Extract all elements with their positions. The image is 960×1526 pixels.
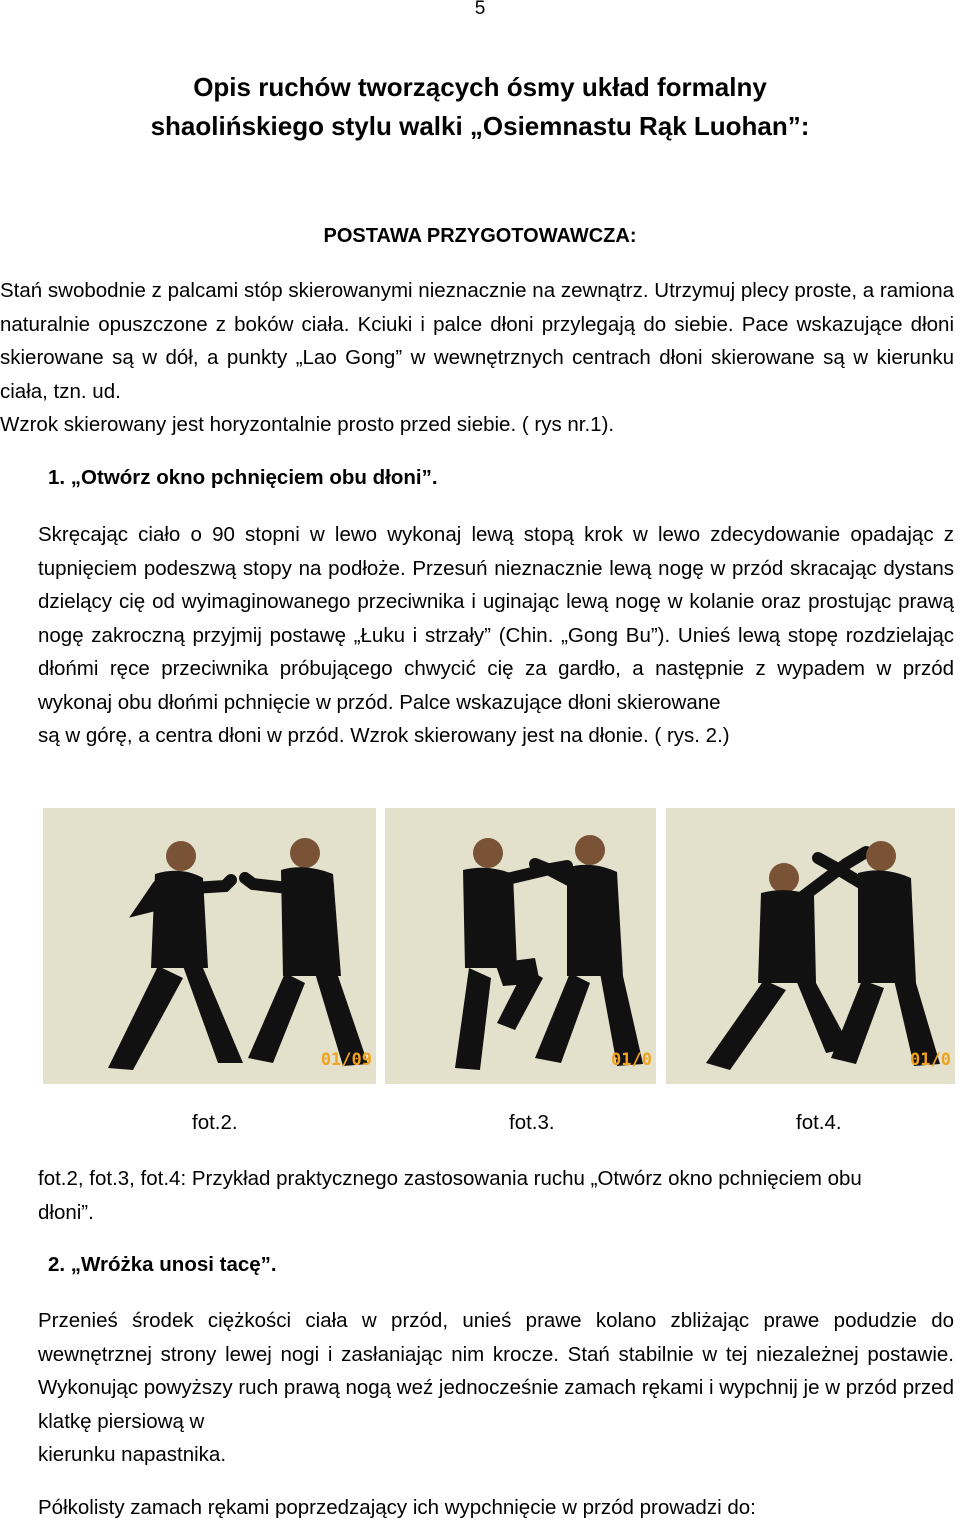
step-1-body: Skręcając ciało o 90 stopni w lewo wykonaj lewą stopą krok w lewo zdecydowanie opadając z tupnięciem podeszwą stopy na podłoże. Przesuń nieznacznie lewą nogę w przód skracając dystans dzielący cię od wyimaginowanego przeciwnika i uginając lewą nogę w kolanie oraz prostując prawą nogę zakroczną przyjmij postawę „Łuku i strzały” (Chin. „Gong Bu”). Unieś lewą stopę rozdzielając dłońmi ręce przeciwnika próbującego chwycić cię za gardło, a następnie z wypadem w przód wykonaj obu dłońmi pchnięcie w przód. Palce wskazujące dłoni skierowane (38, 523, 954, 714)
step-2-body: Przenieś środek ciężkości ciała w przód, unieś prawe kolano zbliżając prawe podudzie do wewnętrznej strony lewej nogi i zasłaniając nim krocze. Stań stabilnie w tej niezależnej postawie. Wykonując powyższy ruch prawą nogą weź jednocześnie zamach rękami i wypchnij je w przód przed klatkę piersiową w (38, 1309, 954, 1433)
page-number: 5 (474, 0, 486, 19)
title-line-2: shaolińskiego stylu walki „Osiemnastu Rąk Luohan”: (150, 111, 810, 141)
photo-fot-3-illustration (385, 808, 656, 1084)
step-2-description (38, 1304, 954, 1472)
photo-fot-4-date-stamp: 01/0 (910, 1050, 951, 1070)
document-title (0, 68, 960, 146)
step-2-last-line: kierunku napastnika. (38, 1443, 227, 1466)
final-line: Półkolisty zamach rękami poprzedzający ich wypchnięcie w przód prowadzi do: (38, 1496, 756, 1519)
title-line-1: Opis ruchów tworzących ósmy układ formalny (193, 72, 767, 102)
section-heading: POSTAWA PRZYGOTOWAWCZA: (323, 225, 637, 247)
photo-caption-fot-4: fot.4. (796, 1111, 842, 1134)
photo-fot-2-illustration (43, 808, 376, 1084)
photo-fot-4-illustration (666, 808, 955, 1084)
step-2-title: 2. „Wróżka unosi tacę”. (48, 1253, 277, 1276)
photo-caption-fot-2: fot.2. (192, 1111, 238, 1134)
photo-fot-3 (385, 808, 656, 1084)
photo-fot-2 (43, 808, 376, 1084)
photo-note: fot.2, fot.3, fot.4: Przykład praktycznego zastosowania ruchu „Otwórz okno pchnięciem obu dłoni”. (38, 1167, 862, 1224)
intro-last-line: Wzrok skierowany jest horyzontalnie prosto przed siebie. ( rys nr.1). (0, 413, 615, 436)
photo-fot-3-date-stamp: 01/0 (611, 1050, 652, 1070)
step-1-title: 1. „Otwórz okno pchnięciem obu dłoni”. (48, 466, 438, 489)
intro-body: Stań swobodnie z palcami stóp skierowanymi nieznacznie na zewnątrz. Utrzymuj plecy proste, a ramiona naturalnie opuszczone z boków ciała. Kciuki i palce dłoni przylegają do siebie. Pace wskazujące dłoni skierowane są w dół, a punkty „Lao Gong” w wewnętrznych centrach dłoni skierowane są w kierunku ciała, tzn. ud. (0, 279, 954, 403)
step-1-last-line: są w górę, a centra dłoni w przód. Wzrok skierowany jest na dłonie. ( rys. 2.) (38, 724, 730, 747)
photo-fot-2-date-stamp: 01/09 (320, 1050, 372, 1070)
photo-caption-fot-3: fot.3. (509, 1111, 555, 1134)
photo-fot-4 (666, 808, 955, 1084)
step-1-description (38, 518, 954, 753)
intro-paragraph (0, 274, 954, 442)
